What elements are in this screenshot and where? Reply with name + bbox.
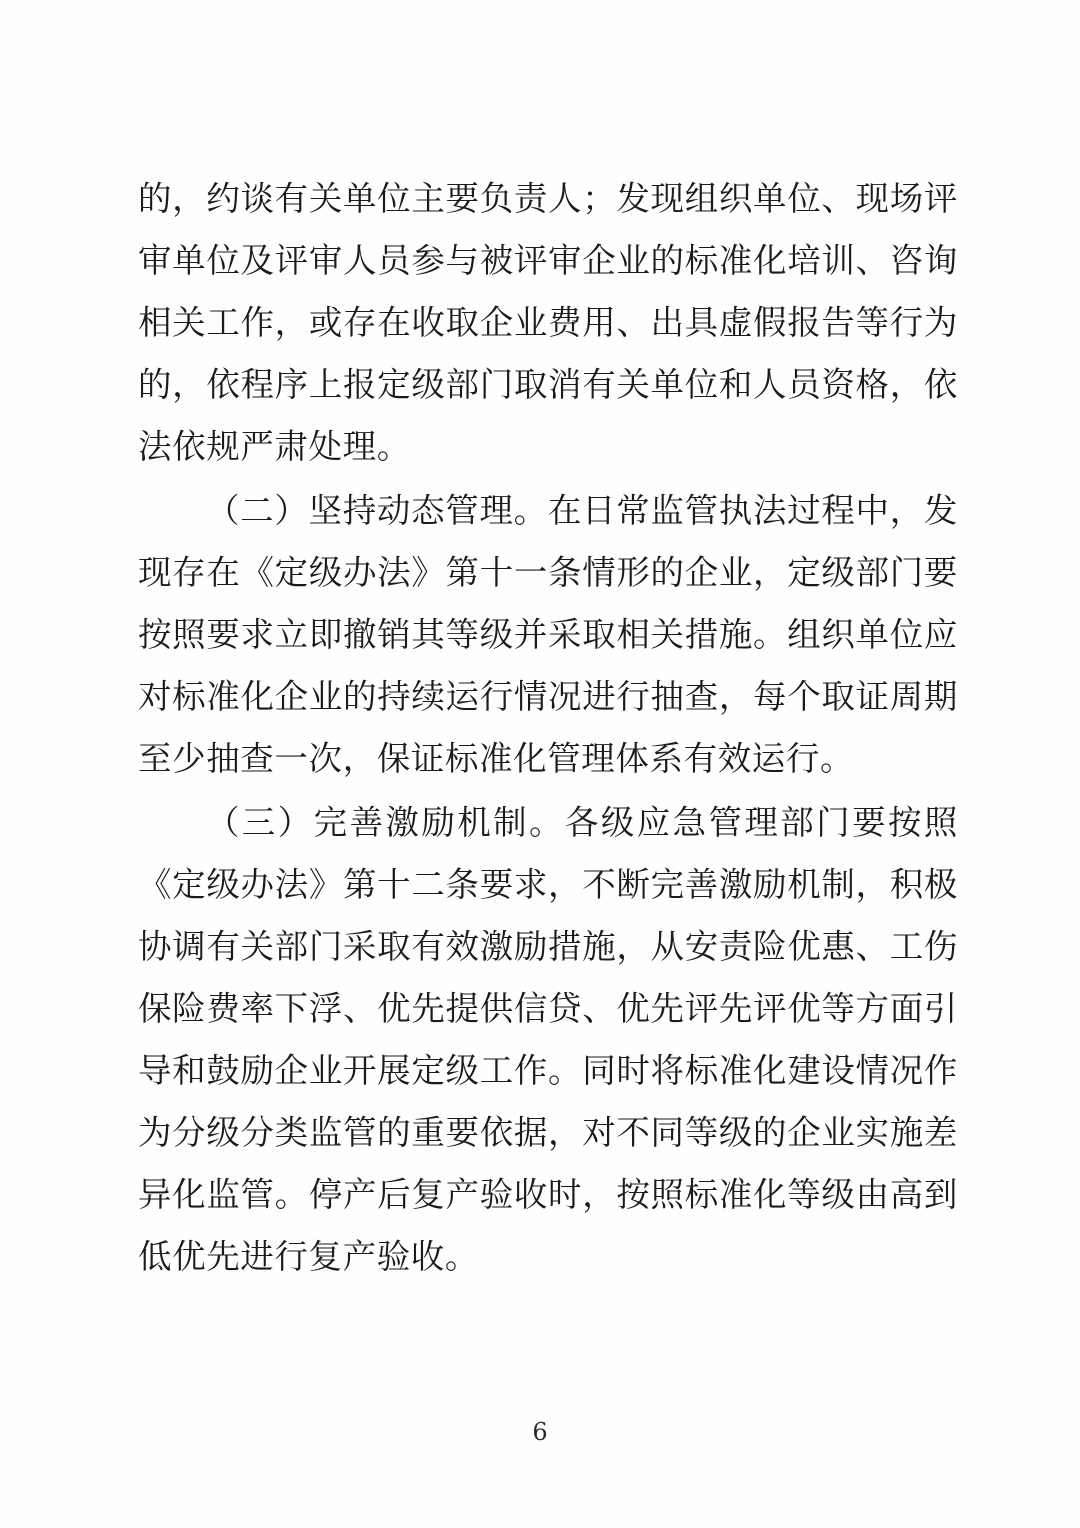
paragraph-3: （三）完善激励机制。各级应急管理部门要按照《定级办法》第十二条要求，不断完善激励机制，积极协调有关部门采取有效激励措施，从安责险优惠、工伤保险费率下浮、优先提供信贷、优先评先评优等方面引导和鼓励企业开展定级工作。同时将标准化建设情况作为分级分类监管的重要依据，对不同等级的企业实施差异化监管。停产后复产验收时，按照标准化等级由高到低优先进行复产验收。 — [138, 803, 958, 1276]
page-number: 6 — [532, 1418, 548, 1446]
paragraph-2: （二）坚持动态管理。在日常监管执法过程中，发现存在《定级办法》第十一条情形的企业，定级部门要按照要求立即撤销其等级并采取相关措施。组织单位应对标准化企业的持续运行情况进行抽查，每个取证周期至少抽查一次，保证标准化管理体系有效运行。 — [138, 491, 958, 778]
page-footer — [0, 1418, 1080, 1446]
paragraph-1: 的，约谈有关单位主要负责人；发现组织单位、现场评审单位及评审人员参与被评审企业的标准化培训、咨询相关工作，或存在收取企业费用、出具虚假报告等行为的，依程序上报定级部门取消有关单位和人员资格，依法依规严肃处理。 — [138, 179, 958, 466]
document-body — [138, 168, 958, 1290]
